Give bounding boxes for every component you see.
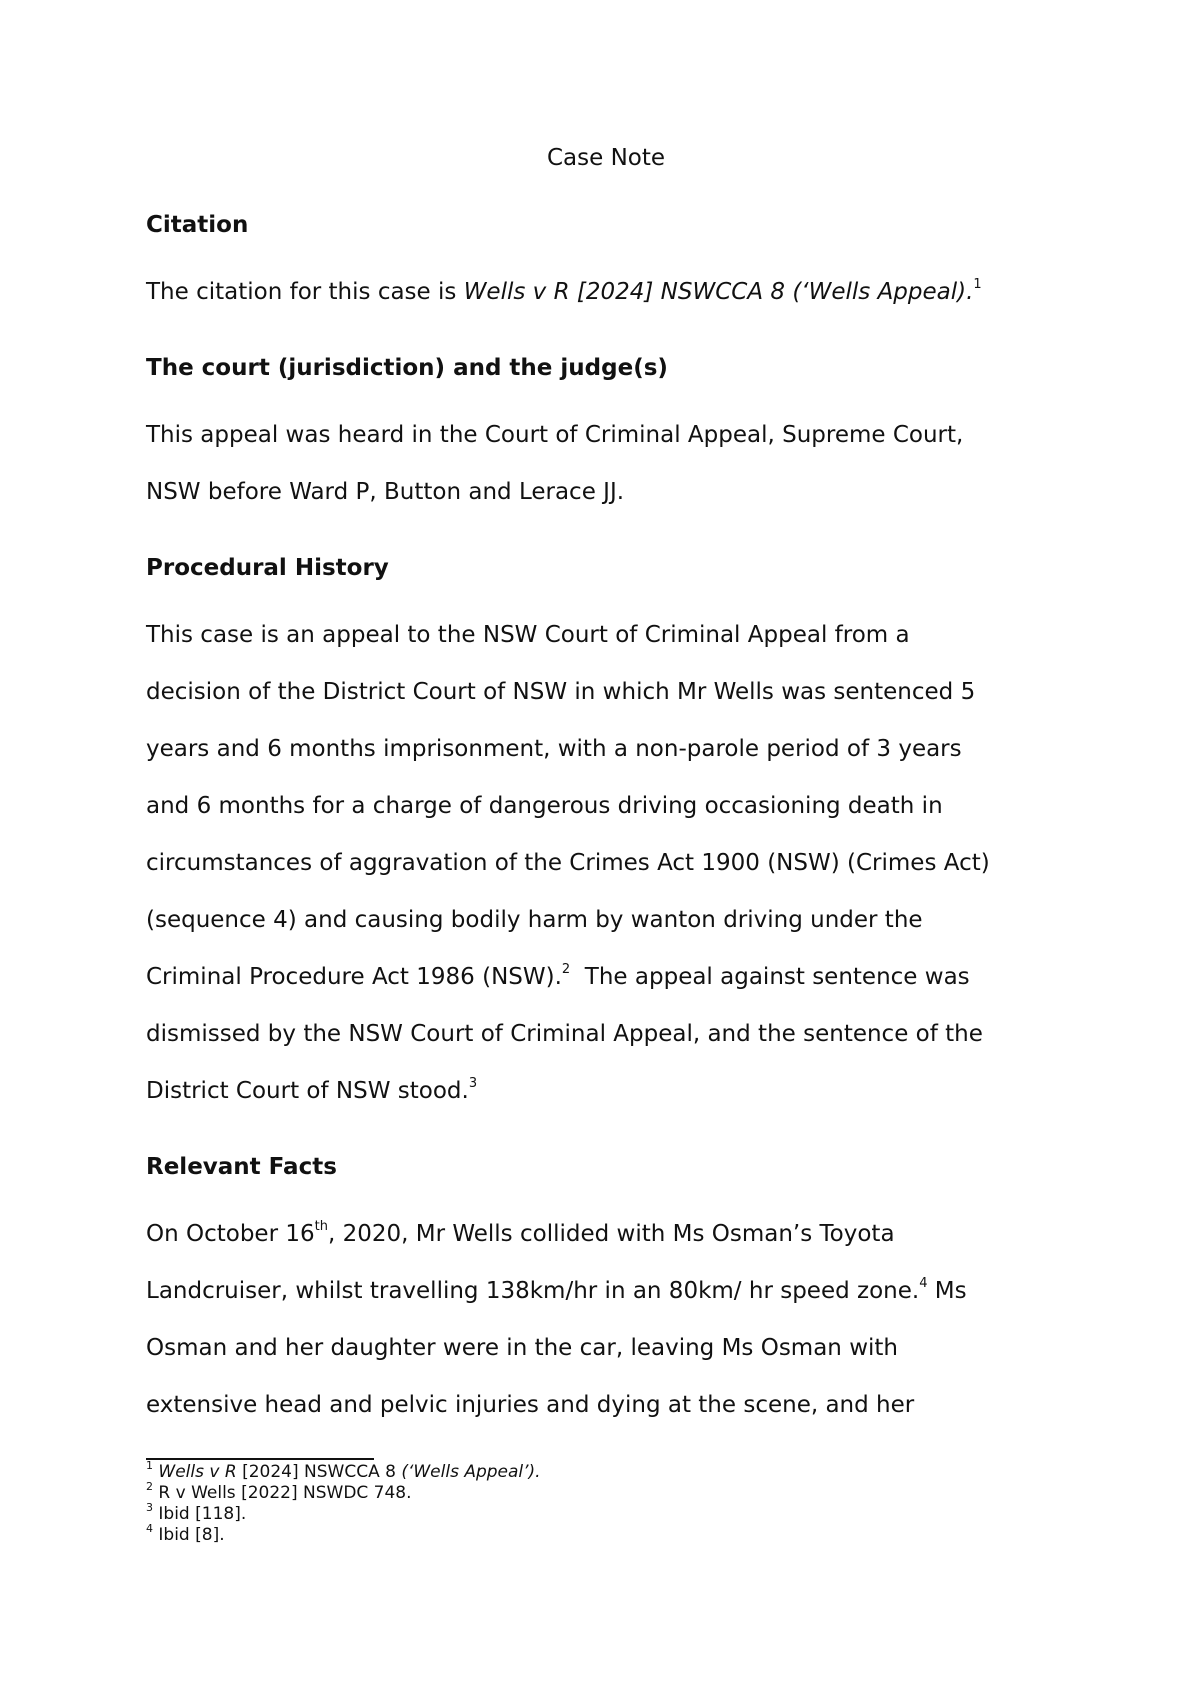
- heading-court: The court (jurisdiction) and the judge(s): [146, 355, 668, 381]
- facts-text: , 2020, Mr Wells collided with Ms Osman’s Toyota: [327, 1221, 895, 1247]
- procedural-line: (sequence 4) and causing bodily harm by wanton driving under the: [146, 907, 923, 933]
- footnote-ref-3[interactable]: 3: [468, 1076, 478, 1092]
- footnote-italic: (‘Wells Appeal’).: [401, 1462, 541, 1482]
- footnote-ref-4[interactable]: 4: [919, 1276, 928, 1292]
- footnotes: [146, 1459, 1046, 1546]
- footnote-italic: Wells v R: [158, 1462, 237, 1482]
- ordinal-suffix: th: [314, 1219, 328, 1235]
- heading-citation: Citation: [146, 212, 249, 238]
- court-line: NSW before Ward P, Button and Lerace JJ.: [146, 479, 625, 505]
- footnote-separator: [146, 1458, 374, 1460]
- facts-line: [146, 1218, 895, 1250]
- footnote-number: 3: [146, 1501, 153, 1515]
- footnote-2: [146, 1480, 1046, 1504]
- footnote-text: Ibid [118].: [158, 1504, 247, 1524]
- footnote-1: [146, 1459, 1046, 1483]
- footnote-text: [2024] NSWCCA 8: [236, 1462, 402, 1482]
- procedural-line: This case is an appeal to the NSW Court of Criminal Appeal from a: [146, 622, 910, 648]
- procedural-line: years and 6 months imprisonment, with a non-parole period of 3 years: [146, 736, 962, 762]
- document-title: Case Note: [546, 145, 666, 171]
- facts-line: Osman and her daughter were in the car, leaving Ms Osman with: [146, 1335, 898, 1361]
- footnote-ref-1[interactable]: 1: [973, 277, 982, 293]
- citation-paragraph: [146, 276, 982, 308]
- footnote-text: R v Wells [2022] NSWDC 748.: [158, 1483, 412, 1503]
- footnote-ref-2[interactable]: 2: [561, 962, 571, 978]
- citation-case-name: Wells v R [2024] NSWCCA 8 (‘Wells Appeal).: [463, 279, 974, 305]
- facts-text: On October 16: [146, 1221, 315, 1247]
- facts-text: Landcruiser, whilst travelling 138km/hr in an 80km/ hr speed zone.: [146, 1278, 920, 1304]
- procedural-text: Criminal Procedure Act 1986 (NSW).: [146, 964, 562, 990]
- footnote-3: [146, 1501, 1046, 1525]
- procedural-line: circumstances of aggravation of the Crimes Act 1900 (NSW) (Crimes Act): [146, 850, 990, 876]
- footnote-number: 1: [146, 1459, 153, 1473]
- procedural-line: decision of the District Court of NSW in which Mr Wells was sentenced 5: [146, 679, 976, 705]
- procedural-line: [146, 961, 970, 993]
- procedural-line: dismissed by the NSW Court of Criminal Appeal, and the sentence of the: [146, 1021, 983, 1047]
- facts-line: extensive head and pelvic injuries and dying at the scene, and her: [146, 1392, 915, 1418]
- heading-relevant-facts: Relevant Facts: [146, 1154, 337, 1180]
- citation-text: The citation for this case is: [146, 279, 464, 305]
- heading-procedural-history: Procedural History: [146, 555, 389, 581]
- footnote-number: 4: [146, 1522, 153, 1536]
- procedural-line: and 6 months for a charge of dangerous driving occasioning death in: [146, 793, 943, 819]
- footnote-number: 2: [146, 1480, 153, 1494]
- court-line: This appeal was heard in the Court of Criminal Appeal, Supreme Court,: [146, 422, 964, 448]
- facts-text: Ms: [927, 1278, 967, 1304]
- procedural-text: District Court of NSW stood.: [146, 1078, 469, 1104]
- footnote-4: [146, 1522, 1046, 1546]
- facts-line: [146, 1275, 967, 1307]
- footnote-text: Ibid [8].: [158, 1525, 225, 1545]
- procedural-line: [146, 1075, 477, 1107]
- procedural-text: The appeal against sentence was: [570, 964, 970, 990]
